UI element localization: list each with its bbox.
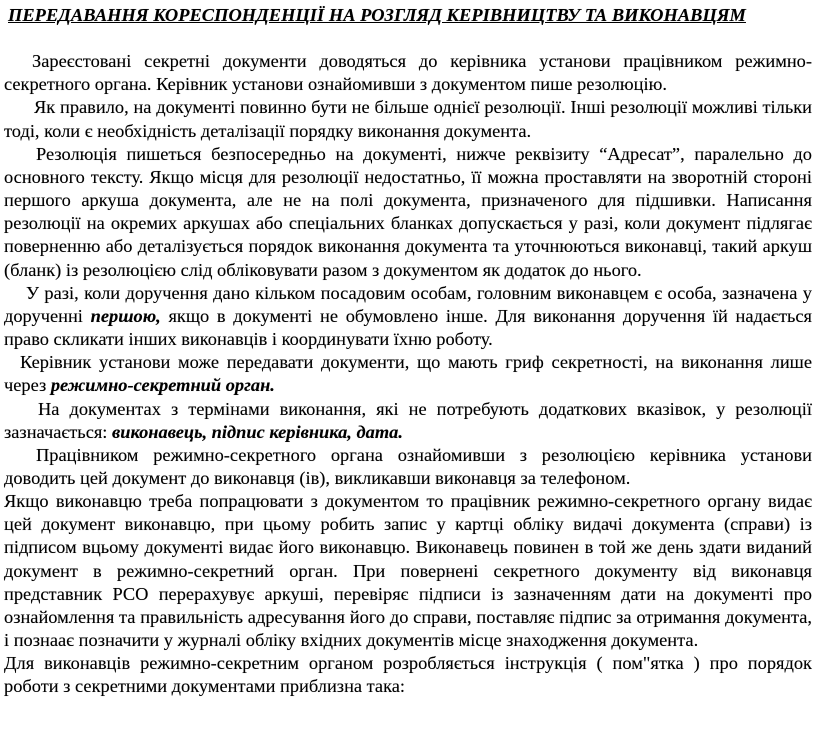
paragraph-main-executor-text-2: якщо в документі не обумовлено інше. Для виконання доручення їй надається право скликати інших виконавців і координувати їхню роботу. — [4, 305, 812, 350]
paragraph-main-executor — [4, 282, 812, 351]
emphasis-first: першою, — [90, 305, 161, 326]
paragraph-bringing-to-executor: Працівником режимно-секретного органа ознайомивши з резолюцією керівника установи доводить цей документ до виконавця (ів), викликавши виконавця за телефоном. — [4, 444, 812, 488]
paragraph-secret-transfer-text: Керівник установи може передавати документи, що мають гриф секретності, на виконання лише через — [4, 352, 812, 396]
paragraph-registration: Зареєстовані секретні документи доводяться до керівника установи працівником режимно-секретного органа. Керівник установи ознайомивши з документом пише резолюцію. — [4, 51, 812, 95]
emphasis-resolution-fields: виконавець, підпис керівника, дата. — [112, 421, 403, 442]
document-page — [4, 4, 812, 699]
paragraph-main-executor-text-1: У разі, коли доручення дано кільком посадовим особам, головним виконавцем є особа, зазначена у дорученні — [4, 282, 812, 326]
paragraph-secret-transfer — [4, 351, 812, 397]
paragraph-deadline-resolution-text: На документах з термінами виконання, які не потребують додаткових вказівок, у резолюції зазначається: — [4, 398, 812, 442]
paragraph-instruction-intro: Для виконавців режимно-секретним органом розробляється інструкція ( пом"ятка ) про порядок роботи з секретними документами приблизна така: — [4, 653, 812, 697]
paragraph-single-resolution: Як правило, на документі повинно бути не більше однієї резолюції. Інші резолюції можливі тільки тоді, коли є необхідність деталізації порядку виконання документа. — [4, 97, 812, 141]
paragraph-deadline-resolution — [4, 398, 812, 444]
paragraph-resolution-placement: Резолюція пишеться безпосередньо на документі, нижче реквізиту “Адресат”, паралельно до основного тексту. Якщо місця для резолюції недостатньо, її можна проставляти на зворотній стороні першого аркуша документа, але не на полі документа, призначеного для підшивки. Написання резолюції на окремих аркушах або спеціальних бланках допускається у разі, коли документ підлягає поверненню або деталізується порядок виконання документа та уточнюються виконавці, такий аркуш (бланк) із резолюцією слід обліковувати разом з документом як додаток до нього. — [4, 143, 812, 280]
emphasis-secret-body: режимно-секретний орган. — [50, 375, 275, 396]
document-title: ПЕРЕДАВАННЯ КОРЕСПОНДЕНЦІЇ НА РОЗГЛЯД КЕРІВНИЦТВУ ТА ВИКОНАВЦЯМ — [8, 5, 746, 25]
paragraph-issuing-document: Якщо виконавцю треба попрацювати з документом то працівник режимно-секретного органу видає цей документ виконавцю, при цьому робить запис у картці обліку видачі документа (справи) із підписом вцьому документі видає його виконавцю. Виконавець повинен в той же день здати виданий документ в режимно-секретний орган. При повернені секретного документу від виконавця представник РСО перерахувує аркуші, перевіряє підписи із зазначенням дати на документі про ознайомлення та правильність адресування його до справи, поставляє підпис за отримання документа, і познаає позначити у журналі обліку вхідних документів місце знаходження документа. — [4, 491, 812, 651]
